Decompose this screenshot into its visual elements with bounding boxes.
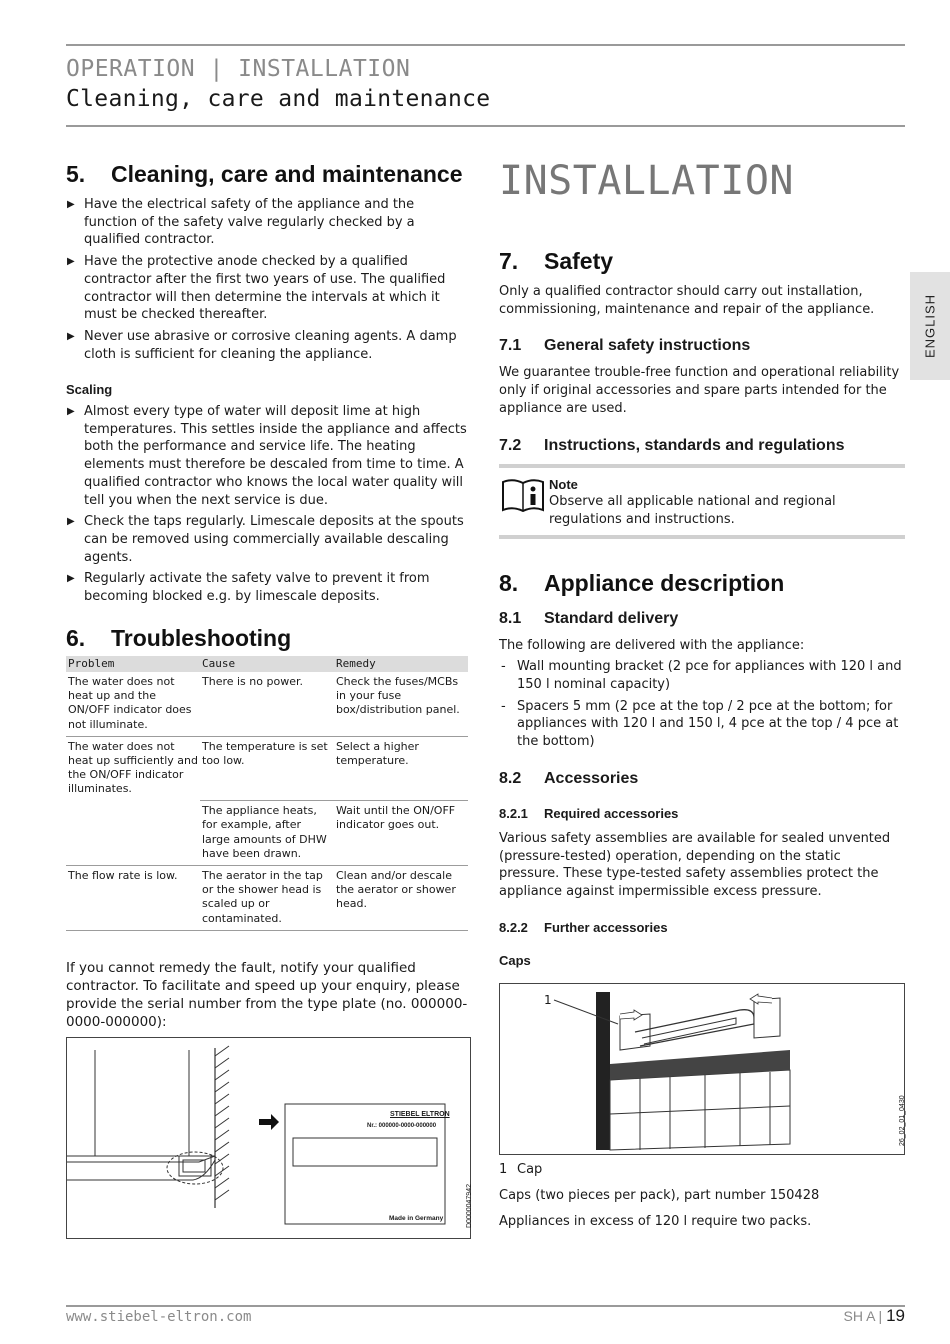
figure-code: D0000047942 [466, 1183, 473, 1228]
table-cell: The temperature is set too low. [200, 736, 334, 800]
section-8-2-2-heading: 8.2.2 Further accessories [499, 919, 668, 935]
figure-legend: 1 Cap [499, 1162, 543, 1178]
caps-part-number-text: Caps (two pieces per pack), part number 150428 [499, 1188, 820, 1204]
table-cell: Wait until the ON/OFF indicator goes out. [334, 801, 468, 866]
serial-number-instruction: If you cannot remedy the fault, notify your qualified contractor. To facilitate and speed up your enquiry, please provide the serial number from the type plate (no. 000000-0000-000000): [66, 959, 468, 1030]
section-8-1-heading: 8.1 Standard delivery [499, 609, 679, 627]
type-plate-serial: Nr.: 000000-0000-000000 [367, 1122, 437, 1129]
list-item: ▶ Have the protective anode checked by a qualified contractor after the first two years of use. The qualified contractor will then determine the intervals at which it must be checked thereafter. [66, 253, 471, 324]
header-section-title: OPERATION | INSTALLATION [66, 56, 411, 82]
type-plate-illustration [67, 1038, 470, 1238]
troubleshooting-table [66, 656, 468, 931]
section-7-intro: Only a qualified contractor should carry out installation, commissioning, maintenance and repair of the appliance. [499, 284, 875, 317]
table-header: Remedy [334, 656, 468, 672]
note-body [549, 476, 905, 529]
list-item: - Spacers 5 mm (2 pce at the top / 2 pce at the bottom; for appliances with 120 l and 150 l, 4 pce at the top / 4 pce at the bottom) [499, 698, 905, 751]
table-cell: There is no power. [200, 672, 334, 736]
table-cell: The water does not heat up sufficiently and the ON/OFF indicator illuminates. [68, 739, 198, 796]
header-bottom-rule [66, 125, 905, 127]
note-text: Observe all applicable national and regional regulations and instructions. [549, 494, 836, 527]
header-chapter-title: Cleaning, care and maintenance [66, 86, 491, 112]
section-7-2-heading: 7.2 Instructions, standards and regulations [499, 436, 845, 454]
table-row [66, 801, 468, 866]
list-item: - Wall mounting bracket (2 pce for appliances with 120 l and 150 l nominal capacity) [499, 658, 905, 693]
table-header: Cause [200, 656, 334, 672]
left-column [66, 160, 471, 1239]
table-row [66, 865, 468, 930]
footer-model: SH A | [843, 1308, 883, 1324]
table-cell: The aerator in the tap or the shower head is scaled up or contaminated. [200, 865, 334, 930]
type-plate-figure [66, 1037, 471, 1239]
standard-delivery-list [499, 658, 905, 751]
table-header-row [66, 656, 468, 672]
caps-figure [499, 983, 905, 1155]
table-cell: Select a higher temperature. [334, 736, 468, 800]
table-cell: The water does not heat up and the ON/OFF indicator does not illuminate. [66, 672, 200, 736]
installation-title: INSTALLATION [499, 158, 794, 204]
section-7-1-text: We guarantee trouble-free function and operational reliability only if original accessories and spare parts intended for the appliance are used. [499, 365, 900, 416]
section-5-bullets [66, 196, 471, 363]
caps-packs-text: Appliances in excess of 120 l require two packs. [499, 1213, 812, 1229]
caps-heading: Caps [499, 952, 531, 968]
section-6-heading: 6. Troubleshooting [66, 624, 292, 651]
section-7-heading: 7. Safety [499, 248, 614, 274]
section-8-2-1-heading: 8.2.1 Required accessories [499, 805, 679, 821]
language-tab [910, 272, 950, 380]
list-item: ▶ Almost every type of water will deposit lime at high temperatures. This settles inside the appliance and affects both the performance and service life. The heating elements must therefore be descaled from time to time. A qualified contractor who knows the local water quality will tell you when the next service is due. [66, 403, 471, 509]
table-row [66, 672, 468, 736]
table-cell: Check the fuses/MCBs in your fuse box/distribution panel. [334, 672, 468, 736]
footer-page-info [844, 1306, 905, 1326]
caps-illustration [500, 984, 904, 1154]
footer-website-link[interactable]: www.stiebel-eltron.com [66, 1309, 252, 1325]
note-box [499, 464, 905, 539]
list-item: ▶ Check the taps regularly. Limescale deposits at the spouts can be removed using commercially available descaling agents. [66, 513, 471, 566]
list-item: ▶ Regularly activate the safety valve to prevent it from becoming blocked e.g. by limescale deposits. [66, 570, 471, 605]
scaling-heading: Scaling [66, 382, 113, 398]
section-5-heading: 5. Cleaning, care and maintenance [66, 161, 463, 187]
section-7-1-heading: 7.1 General safety instructions [499, 337, 751, 355]
section-8-1-intro: The following are delivered with the appliance: [499, 637, 805, 653]
manual-info-icon [501, 478, 545, 512]
table-cell [66, 801, 200, 866]
table-cell: Clean and/or descale the aerator or shower head. [334, 865, 468, 930]
header-top-rule [66, 44, 905, 46]
type-plate-made-in: Made in Germany [389, 1214, 444, 1222]
figure-callout-1: 1 [544, 993, 552, 1008]
section-8-2-heading: 8.2 Accessories [499, 769, 639, 787]
language-tab-label: ENGLISH [922, 293, 938, 359]
type-plate-brand: STIEBEL ELTRON [390, 1110, 450, 1118]
section-8-heading: 8. Appliance description [499, 569, 785, 596]
list-item: ▶ Never use abrasive or corrosive cleaning agents. A damp cloth is sufficient for cleaning the appliance. [66, 328, 471, 363]
section-8-2-1-text: Various safety assemblies are available for sealed unvented (pressure-tested) operation, depending on the static pressure. These type-tested safety assemblies protect the appliance against impermissible excess pressure. [499, 830, 891, 899]
footer-rule [66, 1305, 905, 1307]
list-item: ▶ Have the electrical safety of the appliance and the function of the safety valve regularly checked by a qualified contractor. [66, 196, 471, 249]
table-row [66, 736, 468, 800]
page-number: 19 [886, 1306, 905, 1325]
table-cell: The flow rate is low. [66, 865, 200, 930]
table-header: Problem [66, 656, 200, 672]
right-column [499, 155, 905, 1234]
note-title: Note [549, 476, 578, 492]
table-cell: The appliance heats, for example, after large amounts of DHW have been drawn. [200, 801, 334, 866]
caps-figure-code: 26_02_01_0430 [899, 1095, 906, 1147]
scaling-bullets [66, 403, 471, 606]
